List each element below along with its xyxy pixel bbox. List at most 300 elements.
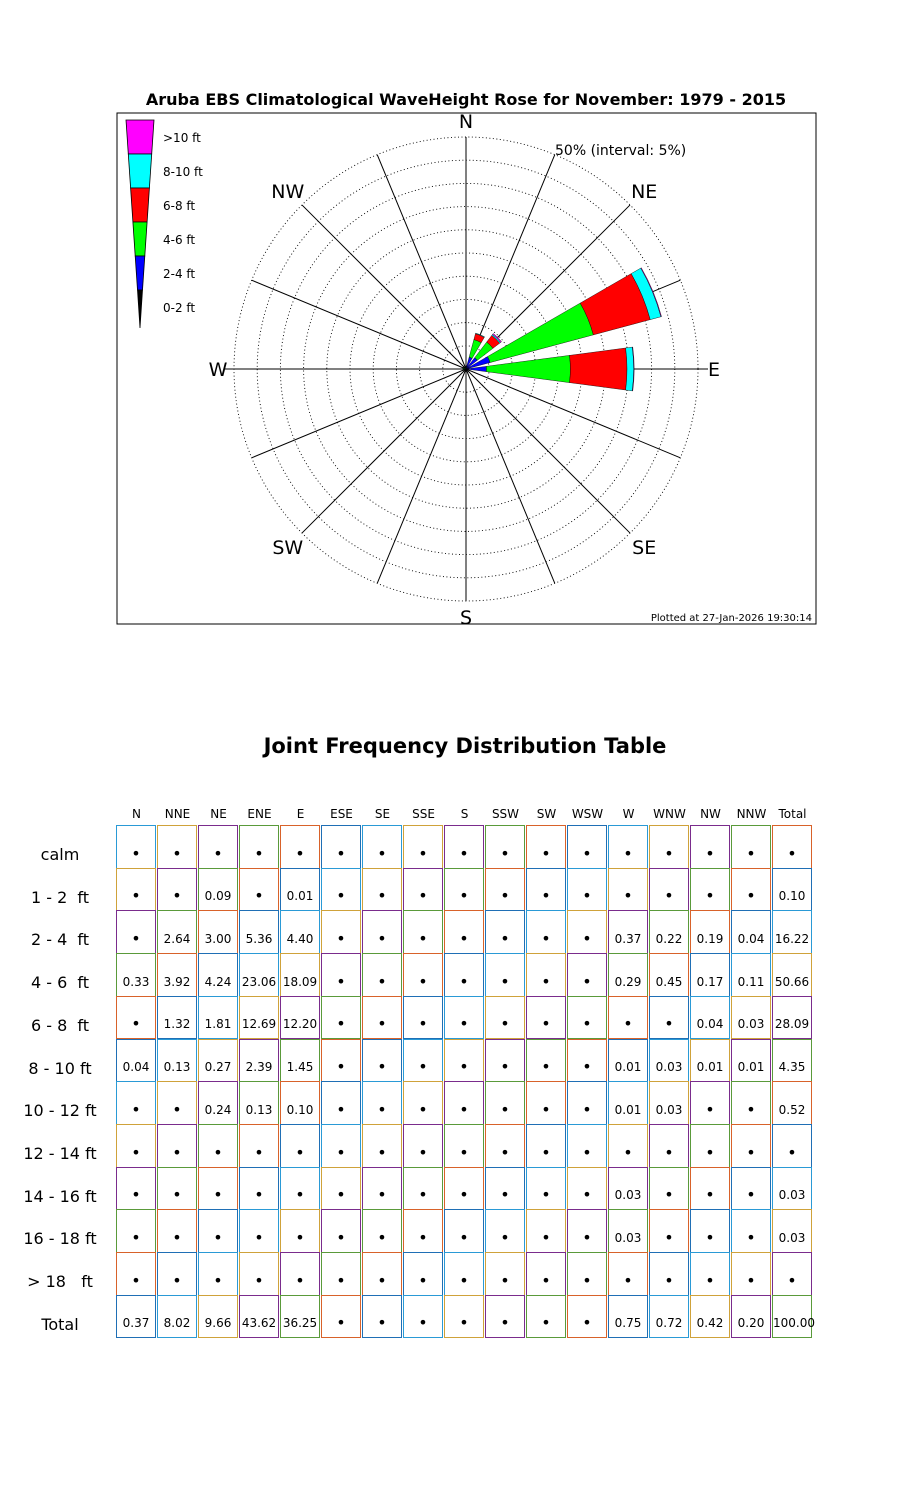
empty-dot: • (377, 1270, 387, 1290)
cell-value: 0.04 (696, 1017, 724, 1032)
empty-dot: • (418, 1185, 428, 1205)
table-cell (116, 1124, 156, 1168)
empty-dot: • (541, 886, 551, 906)
table-cell (567, 868, 607, 912)
spoke-NNW (377, 155, 466, 369)
table-cell (239, 1252, 279, 1296)
table-cell (403, 910, 443, 954)
empty-dot: • (705, 843, 715, 863)
empty-dot: • (418, 1057, 428, 1077)
cell-value: 18.09 (282, 974, 318, 989)
table-cell (362, 1124, 402, 1168)
empty-dot: • (254, 843, 264, 863)
empty-dot: • (500, 1270, 510, 1290)
cell-value: 2.39 (245, 1060, 273, 1075)
table-cell (608, 1252, 648, 1296)
empty-dot: • (418, 1313, 428, 1333)
empty-dot: • (336, 1227, 346, 1247)
empty-dot: • (377, 1313, 387, 1333)
empty-dot: • (582, 1227, 592, 1247)
chart-title: Aruba EBS Climatological WaveHeight Rose for November: 1979 - 2015 (145, 90, 787, 109)
table-cell (526, 1252, 566, 1296)
table-cell (772, 910, 812, 954)
legend-label-1: 8-10 ft (163, 165, 203, 179)
table-cell (362, 1167, 402, 1211)
col-header-ssw: SSW (491, 807, 520, 821)
table-cell (608, 996, 648, 1040)
empty-dot: • (336, 1313, 346, 1333)
cell-value: 1.81 (204, 1017, 232, 1032)
table-cell (280, 1081, 320, 1125)
spoke-NW (302, 205, 466, 369)
empty-dot: • (500, 1227, 510, 1247)
cell-value: 12.69 (241, 1017, 277, 1032)
empty-dot: • (582, 971, 592, 991)
empty-dot: • (213, 1142, 223, 1162)
table-cell (731, 1295, 771, 1339)
cell-value: 0.01 (696, 1060, 724, 1075)
empty-dot: • (213, 1227, 223, 1247)
cell-value: 0.75 (614, 1316, 642, 1331)
table-cell (731, 1081, 771, 1125)
table-cell (157, 1081, 197, 1125)
petal-ENE-46ft (488, 303, 594, 362)
cell-value: 28.09 (774, 1017, 810, 1032)
table-cell (157, 1124, 197, 1168)
empty-dot: • (336, 1185, 346, 1205)
legend-label-2: 6-8 ft (163, 199, 196, 213)
cell-value: 0.03 (737, 1017, 765, 1032)
empty-dot: • (664, 1185, 674, 1205)
table-cell (526, 825, 566, 869)
table-cell (157, 825, 197, 869)
table-cell (690, 996, 730, 1040)
direction-label-ne: NE (631, 180, 658, 203)
table-cell (649, 910, 689, 954)
empty-dot: • (541, 929, 551, 949)
empty-dot: • (131, 1014, 141, 1034)
table-cell (403, 953, 443, 997)
empty-dot: • (705, 1142, 715, 1162)
table-cell (157, 1039, 197, 1083)
table-cell (731, 1209, 771, 1253)
table-cell (198, 1167, 238, 1211)
table-cell (772, 1295, 815, 1339)
table-cell (321, 1167, 361, 1211)
col-header-w: W (622, 807, 635, 821)
empty-dot: • (500, 1142, 510, 1162)
empty-dot: • (418, 843, 428, 863)
cell-value: 0.09 (204, 889, 232, 904)
row-header: Total (41, 1314, 79, 1334)
direction-label-n: N (458, 111, 474, 133)
empty-dot: • (459, 929, 469, 949)
cell-value: 0.37 (614, 932, 642, 947)
empty-dot: • (131, 1142, 141, 1162)
cell-value: 0.45 (655, 974, 683, 989)
row-header: > 18 ft (27, 1272, 93, 1291)
cell-value: 0.03 (655, 1102, 683, 1117)
legend-label-0: >10 ft (163, 131, 201, 145)
empty-dot: • (787, 1142, 797, 1162)
table-cell (403, 1209, 443, 1253)
table-cell (157, 1252, 197, 1296)
cell-value: 0.03 (614, 1188, 642, 1203)
cell-value: 0.33 (122, 974, 150, 989)
empty-dot: • (582, 1185, 592, 1205)
table-cell (157, 1295, 197, 1339)
table-cell (362, 910, 402, 954)
empty-dot: • (254, 1142, 264, 1162)
table-cell (116, 910, 156, 954)
cell-value: 4.40 (286, 932, 314, 947)
cell-value: 0.01 (614, 1060, 642, 1075)
empty-dot: • (746, 843, 756, 863)
table-cell (526, 1081, 566, 1125)
table-cell (239, 1124, 279, 1168)
col-header-ne: NE (210, 807, 227, 821)
table-cell (444, 1209, 484, 1253)
cell-value: 0.11 (737, 974, 765, 989)
table-cell (649, 1167, 689, 1211)
empty-dot: • (582, 1313, 592, 1333)
table-cell (731, 910, 771, 954)
rose-petals (463, 268, 662, 391)
legend-swatch-2 (131, 188, 150, 222)
cell-value: 0.13 (163, 1060, 191, 1075)
table-cell (239, 868, 279, 912)
cell-value: 0.72 (655, 1316, 683, 1331)
empty-dot: • (664, 886, 674, 906)
empty-dot: • (500, 1014, 510, 1034)
wave-rose-chart (0, 0, 900, 660)
table-cell (321, 996, 361, 1040)
cell-value: 0.01 (737, 1060, 765, 1075)
table-cell (649, 1295, 689, 1339)
empty-dot: • (213, 1185, 223, 1205)
table-cell (526, 1124, 566, 1168)
cell-value: 0.24 (204, 1102, 232, 1117)
table-cell (321, 1081, 361, 1125)
empty-dot: • (418, 1099, 428, 1119)
row-header: 16 - 18 ft (23, 1229, 97, 1249)
empty-dot: • (664, 1142, 674, 1162)
table-cell (772, 1209, 812, 1253)
table-cell (485, 1209, 525, 1253)
cell-value: 1.45 (286, 1060, 314, 1075)
table-cell (567, 1295, 607, 1339)
empty-dot: • (377, 1057, 387, 1077)
table-cell (608, 868, 648, 912)
table-cell (198, 1081, 238, 1125)
table-cell (526, 868, 566, 912)
empty-dot: • (295, 1227, 305, 1247)
table-cell (649, 953, 689, 997)
empty-dot: • (418, 1014, 428, 1034)
empty-dot: • (582, 929, 592, 949)
direction-label-e: E (707, 359, 721, 381)
col-header-se: SE (374, 807, 391, 821)
cell-value: 0.01 (614, 1102, 642, 1117)
scale-label: 50% (interval: 5%) (555, 143, 687, 159)
cell-value: 3.00 (204, 932, 232, 947)
empty-dot: • (459, 886, 469, 906)
empty-dot: • (254, 1185, 264, 1205)
cell-value: 23.06 (241, 974, 277, 989)
table-cell (608, 1081, 648, 1125)
table-cell (444, 1039, 484, 1083)
table-cell (444, 1295, 484, 1339)
empty-dot: • (459, 1313, 469, 1333)
table-cell (526, 1039, 566, 1083)
empty-dot: • (295, 1142, 305, 1162)
legend-label-4: 2-4 ft (163, 267, 196, 281)
table-cell (485, 1124, 525, 1168)
table-cell (608, 1209, 648, 1253)
cell-value: 0.52 (778, 1102, 806, 1117)
table-cell (321, 1039, 361, 1083)
table-cell (280, 1167, 320, 1211)
table-cell (772, 1124, 812, 1168)
table-cell (649, 1252, 689, 1296)
empty-dot: • (295, 1185, 305, 1205)
empty-dot: • (746, 1270, 756, 1290)
table-cell (485, 953, 525, 997)
empty-dot: • (418, 1227, 428, 1247)
empty-dot: • (541, 1185, 551, 1205)
table-cell (485, 1167, 525, 1211)
table-cell (116, 1209, 156, 1253)
empty-dot: • (172, 1270, 182, 1290)
empty-dot: • (500, 843, 510, 863)
table-cell (485, 868, 525, 912)
cell-value: 0.03 (614, 1230, 642, 1245)
empty-dot: • (705, 1099, 715, 1119)
table-cell (321, 910, 361, 954)
empty-dot: • (377, 843, 387, 863)
col-header-nne: NNE (164, 807, 191, 821)
cell-value: 0.03 (655, 1060, 683, 1075)
table-cell (444, 1252, 484, 1296)
cell-value: 36.25 (282, 1316, 318, 1331)
table-cell (198, 910, 238, 954)
joint-frequency-table (0, 800, 900, 1340)
table-cell (116, 1295, 156, 1339)
table-cell (690, 868, 730, 912)
table-cell (608, 1295, 648, 1339)
table-cell (321, 1252, 361, 1296)
table-cell (649, 996, 689, 1040)
empty-dot: • (541, 1142, 551, 1162)
table-cell (567, 1209, 607, 1253)
empty-dot: • (131, 843, 141, 863)
legend-swatch-3 (133, 222, 147, 256)
table-cell (485, 1252, 525, 1296)
cell-value: 0.01 (286, 889, 314, 904)
table-cell (485, 1039, 525, 1083)
table-cell (772, 996, 812, 1040)
table-cell (526, 1209, 566, 1253)
cell-value: 0.20 (737, 1316, 765, 1331)
table-cell (731, 1039, 771, 1083)
table-cell (567, 825, 607, 869)
empty-dot: • (131, 1227, 141, 1247)
table-cell (239, 1039, 279, 1083)
table-cell (608, 953, 648, 997)
cell-value: 16.22 (774, 932, 810, 947)
cell-value: 0.10 (286, 1102, 314, 1117)
table-cell (608, 825, 648, 869)
cell-value: 0.42 (696, 1316, 724, 1331)
table-cell (526, 910, 566, 954)
table-cell (362, 996, 402, 1040)
table-cell (608, 1039, 648, 1083)
empty-dot: • (664, 1270, 674, 1290)
table-cell (731, 996, 771, 1040)
cell-value: 4.24 (204, 974, 232, 989)
cell-value: 0.04 (122, 1060, 150, 1075)
table-cell (690, 1039, 730, 1083)
table-cell (485, 825, 525, 869)
empty-dot: • (336, 886, 346, 906)
table-cell (526, 1295, 566, 1339)
col-header-wsw: WSW (571, 807, 604, 821)
empty-dot: • (582, 1057, 592, 1077)
col-header-ese: ESE (330, 807, 353, 821)
table-cell (116, 868, 156, 912)
empty-dot: • (336, 1014, 346, 1034)
row-header: 4 - 6 ft (30, 973, 90, 993)
empty-dot: • (377, 1227, 387, 1247)
table-cell (772, 1081, 812, 1125)
table-cell (690, 953, 730, 997)
empty-dot: • (705, 1270, 715, 1290)
cell-value: 0.13 (245, 1102, 273, 1117)
table-cell (280, 825, 320, 869)
table-cell (731, 953, 771, 997)
empty-dot: • (623, 886, 633, 906)
table-cell (403, 825, 443, 869)
table-cell (444, 953, 484, 997)
empty-dot: • (377, 971, 387, 991)
table-cell (403, 996, 443, 1040)
col-header-n: N (132, 807, 141, 821)
table-cell (649, 868, 689, 912)
empty-dot: • (213, 843, 223, 863)
empty-dot: • (705, 1185, 715, 1205)
empty-dot: • (336, 1057, 346, 1077)
empty-dot: • (336, 929, 346, 949)
spoke-SSE (466, 369, 555, 583)
table-cell (239, 1167, 279, 1211)
col-header-ene: ENE (247, 807, 272, 821)
petal-E-810ft (626, 347, 634, 391)
row-header: calm (40, 845, 80, 864)
table-cell (116, 953, 156, 997)
table-cell (649, 1039, 689, 1083)
table-cell (280, 1209, 320, 1253)
table-cell (649, 1081, 689, 1125)
cell-value: 0.29 (614, 974, 642, 989)
empty-dot: • (582, 1099, 592, 1119)
table-cell (608, 910, 648, 954)
empty-dot: • (459, 1270, 469, 1290)
cell-value: 0.27 (204, 1060, 232, 1075)
table-cell (690, 910, 730, 954)
col-header-sse: SSE (412, 807, 435, 821)
empty-dot: • (172, 1227, 182, 1247)
table-cell (239, 825, 279, 869)
table-cell (690, 1252, 730, 1296)
empty-dot: • (418, 886, 428, 906)
table-cell (608, 1124, 648, 1168)
cell-value: 3.92 (163, 974, 191, 989)
empty-dot: • (623, 1270, 633, 1290)
table-cell (280, 1124, 320, 1168)
col-header-wnw: WNW (653, 807, 686, 821)
table-cell (362, 1209, 402, 1253)
table-cell (567, 953, 607, 997)
empty-dot: • (459, 1014, 469, 1034)
empty-dot: • (336, 971, 346, 991)
empty-dot: • (500, 1185, 510, 1205)
direction-label-nw: NW (271, 180, 305, 203)
empty-dot: • (172, 843, 182, 863)
cell-value: 9.66 (204, 1316, 232, 1331)
table-cell (649, 825, 689, 869)
table-cell (690, 1209, 730, 1253)
empty-dot: • (541, 843, 551, 863)
empty-dot: • (541, 1057, 551, 1077)
table-cell (690, 825, 730, 869)
cell-value: 0.17 (696, 974, 724, 989)
empty-dot: • (336, 1270, 346, 1290)
table-cell (403, 1167, 443, 1211)
empty-dot: • (500, 929, 510, 949)
table-cell (157, 910, 197, 954)
table-cell (772, 1039, 812, 1083)
empty-dot: • (582, 1142, 592, 1162)
table-cell (362, 1039, 402, 1083)
empty-dot: • (131, 1099, 141, 1119)
direction-label-w: W (208, 359, 228, 381)
row-header: 10 - 12 ft (23, 1101, 97, 1121)
legend-swatch-0 (126, 120, 154, 154)
empty-dot: • (746, 1142, 756, 1162)
table-cell (731, 868, 771, 912)
empty-dot: • (623, 843, 633, 863)
table-cell (731, 1252, 771, 1296)
table-cell (157, 953, 197, 997)
empty-dot: • (418, 971, 428, 991)
empty-dot: • (131, 1270, 141, 1290)
table-cell (362, 1252, 402, 1296)
cell-value: 1.32 (163, 1017, 191, 1032)
cell-value: 0.03 (778, 1188, 806, 1203)
empty-dot: • (623, 1142, 633, 1162)
empty-dot: • (377, 1142, 387, 1162)
table-cell (772, 1252, 812, 1296)
empty-dot: • (172, 1142, 182, 1162)
table-cell (731, 1167, 771, 1211)
table-cell (198, 996, 238, 1040)
empty-dot: • (582, 843, 592, 863)
table-cell (280, 868, 320, 912)
empty-dot: • (336, 1142, 346, 1162)
table-cell (321, 868, 361, 912)
cell-value: 2.64 (163, 932, 191, 947)
legend (126, 120, 203, 328)
